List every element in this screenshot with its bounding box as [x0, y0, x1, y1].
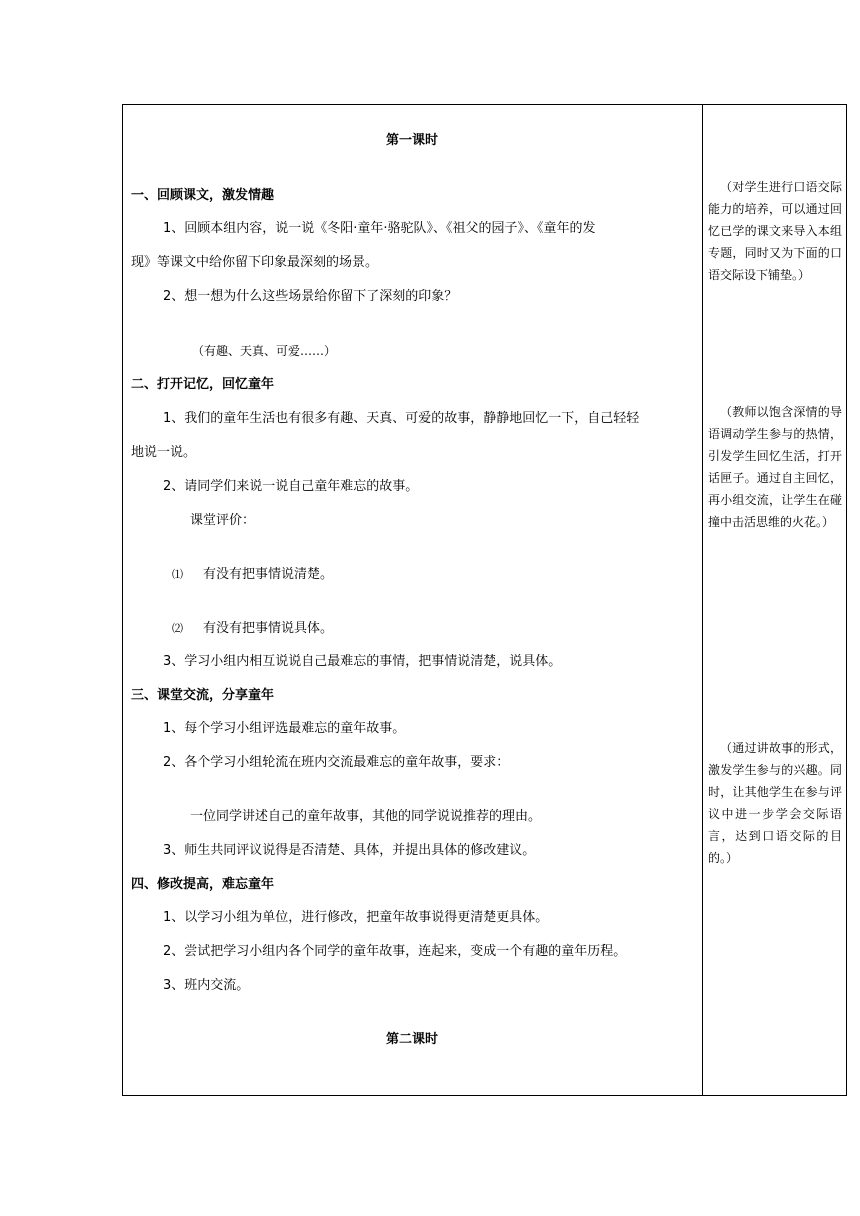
s2-eval-label: 课堂评价：	[190, 513, 256, 528]
section1-heading: 一、回顾课文，激发情趣	[131, 188, 275, 203]
s4-paragraph3: 3、班内交流。	[163, 978, 250, 993]
note-review: （对学生进行口语交际能力的培养，可以通过回忆已学的课文来导入本组专题，同时又为下面的口语交际设下铺垫。）	[708, 180, 842, 282]
s3-paragraph2: 2、各个学习小组轮流在班内交流最难忘的童年故事，要求：	[163, 755, 510, 770]
column-divider	[702, 104, 703, 1096]
s3-paragraph1: 1、每个学习小组评选最难忘的童年故事。	[163, 721, 406, 736]
s4-paragraph1: 1、以学习小组为单位，进行修改，把童年故事说得更清楚更具体。	[163, 910, 549, 925]
s2-paragraph3: 3、学习小组内相互说说自己最难忘的事情，把事情说清楚，说具体。	[163, 654, 562, 669]
s3-paragraph3: 3、师生共同评议说得是否清楚、具体，并提出具体的修改建议。	[163, 843, 536, 858]
section4-heading: 四、修改提高，难忘童年	[131, 877, 275, 892]
lesson2-title: 第二课时	[385, 1032, 438, 1047]
note-memory: （教师以饱含深情的导语调动学生参与的热情，引发学生回忆生活，打开话匣子。通过自主回忆，再小组交流，让学生在碰撞中击活思维的火花。）	[708, 405, 842, 529]
s1-paragraph2: 2、想一想为什么这些场景给你留下了深刻的印象？	[163, 289, 458, 304]
section3-heading: 三、课堂交流，分享童年	[131, 688, 275, 703]
s2-eval1-number: ⑴	[172, 568, 183, 581]
s2-eval1: 有没有把事情说清楚。	[203, 567, 334, 582]
s1-note: （有趣、天真、可爱……）	[192, 344, 337, 358]
s1-paragraph1-line1: 1、回顾本组内容，说一说《冬阳·童年·骆驼队》、《祖父的园子》、《童年的发	[163, 221, 596, 236]
s3-requirement: 一位同学讲述自己的童年故事，其他的同学说说推荐的理由。	[190, 809, 542, 824]
section2-heading: 二、打开记忆，回忆童年	[131, 377, 275, 392]
s2-paragraph1-line2: 地说一说。	[131, 445, 197, 460]
s2-eval2-number: ⑵	[172, 622, 183, 635]
note-storytelling: （通过讲故事的形式，激发学生参与的兴趣。同时，让其他学生在参与评议中进一步学会交际语言，达到口语交际的目的。）	[708, 741, 842, 865]
s2-paragraph1-line1: 1、我们的童年生活也有很多有趣、天真、可爱的故事，静静地回忆一下，自己轻轻	[163, 411, 640, 426]
s2-paragraph2: 2、请同学们来说一说自己童年难忘的故事。	[163, 479, 419, 494]
s2-eval2: 有没有把事情说具体。	[203, 621, 334, 636]
s4-paragraph2: 2、尝试把学习小组内各个同学的童年故事，连起来，变成一个有趣的童年历程。	[163, 944, 627, 959]
s1-paragraph1-line2: 现》等课文中给你留下印象最深刻的场景。	[131, 255, 379, 270]
lesson1-title: 第一课时	[385, 133, 438, 148]
